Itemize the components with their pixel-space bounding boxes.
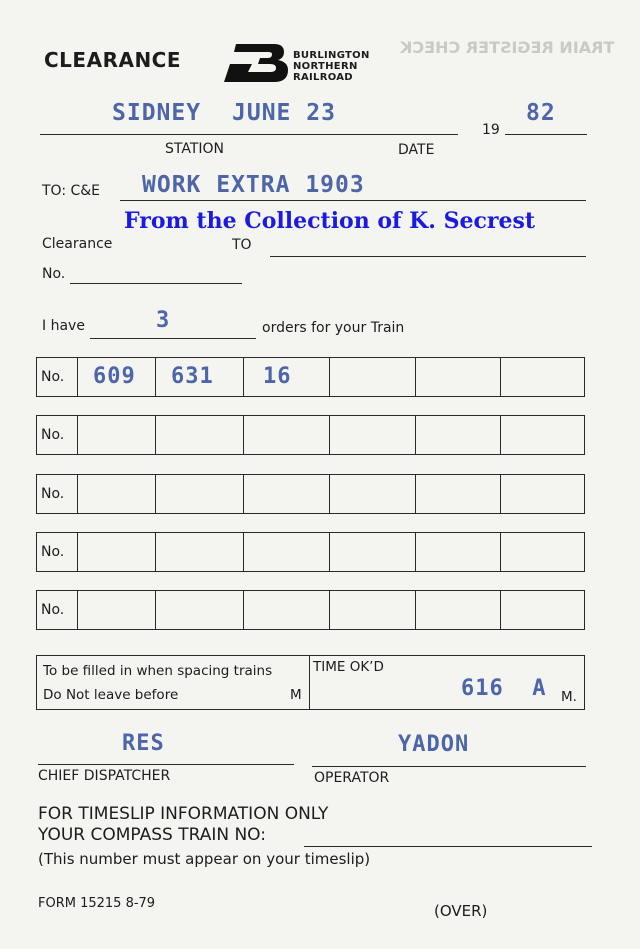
spacing-time-box bbox=[36, 655, 585, 710]
order-cell-divider bbox=[155, 416, 156, 454]
company-name bbox=[293, 50, 370, 83]
order-cell-divider bbox=[415, 475, 416, 513]
order-row-label: No. bbox=[41, 427, 65, 443]
order-cell-divider bbox=[243, 591, 244, 629]
spacing-box-divider bbox=[309, 656, 310, 709]
to-value: WORK EXTRA 1903 bbox=[142, 172, 365, 198]
year-underline bbox=[505, 134, 587, 135]
order-cell-divider bbox=[243, 475, 244, 513]
order-row-label: No. bbox=[41, 369, 65, 385]
order-cell-divider bbox=[243, 358, 244, 396]
order-cell-divider bbox=[77, 358, 78, 396]
order-row bbox=[36, 590, 585, 630]
order-cell-divider bbox=[329, 591, 330, 629]
bn-logo bbox=[222, 42, 290, 84]
order-row bbox=[36, 357, 585, 397]
order-cell-divider bbox=[243, 533, 244, 571]
order-number: 16 bbox=[263, 364, 292, 389]
clearance-to-underline bbox=[270, 256, 586, 257]
order-cell-divider bbox=[415, 358, 416, 396]
year-prefix: 19 bbox=[482, 122, 500, 138]
to-underline bbox=[120, 200, 586, 201]
order-cell-divider bbox=[500, 358, 501, 396]
reverse-side-show-through: TRAIN REGISTER CHECK bbox=[400, 38, 615, 57]
form-title: CLEARANCE bbox=[44, 48, 182, 72]
order-cell-divider bbox=[77, 475, 78, 513]
bn-logo-mark-icon bbox=[222, 42, 290, 84]
clearance-no-underline bbox=[70, 283, 242, 284]
spacing-line1: To be filled in when spacing trains bbox=[43, 663, 273, 679]
order-cell-divider bbox=[77, 416, 78, 454]
order-cell-divider bbox=[243, 416, 244, 454]
clearance-label: Clearance bbox=[42, 236, 113, 252]
order-cell-divider bbox=[329, 416, 330, 454]
company-line-2: NORTHERN bbox=[293, 61, 358, 72]
station-date-underline bbox=[40, 134, 458, 135]
form-number: FORM 15215 8-79 bbox=[38, 896, 156, 911]
order-row bbox=[36, 415, 585, 455]
order-row bbox=[36, 474, 585, 514]
order-cell-divider bbox=[415, 416, 416, 454]
order-cell-divider bbox=[500, 591, 501, 629]
order-row-label: No. bbox=[41, 602, 65, 618]
over-label: (OVER) bbox=[434, 902, 488, 920]
clearance-no-label: No. bbox=[42, 266, 66, 282]
order-cell-divider bbox=[329, 358, 330, 396]
year-value: 82 bbox=[526, 100, 556, 126]
orders-prefix: I have bbox=[42, 318, 85, 334]
timeslip-line2: YOUR COMPASS TRAIN NO: bbox=[38, 825, 266, 845]
orders-count-underline bbox=[90, 338, 256, 339]
collection-watermark: From the Collection of K. Secrest bbox=[124, 208, 536, 234]
timeslip-line3: (This number must appear on your timeslip) bbox=[38, 850, 371, 868]
order-cell-divider bbox=[155, 358, 156, 396]
station-value: SIDNEY bbox=[112, 100, 202, 126]
spacing-m-suffix: M bbox=[290, 687, 302, 703]
operator-underline bbox=[312, 766, 586, 767]
operator-label: OPERATOR bbox=[314, 770, 390, 786]
order-row bbox=[36, 532, 585, 572]
dispatcher-value: RES bbox=[122, 731, 165, 756]
to-label: TO: C&E bbox=[42, 183, 101, 199]
company-line-3: RAILROAD bbox=[293, 72, 353, 83]
dispatcher-label: CHIEF DISPATCHER bbox=[38, 768, 171, 784]
timeslip-line1: FOR TIMESLIP INFORMATION ONLY bbox=[38, 804, 329, 824]
order-cell-divider bbox=[155, 533, 156, 571]
order-cell-divider bbox=[500, 475, 501, 513]
order-cell-divider bbox=[155, 591, 156, 629]
order-number: 609 bbox=[93, 364, 136, 389]
order-cell-divider bbox=[415, 533, 416, 571]
station-label: STATION bbox=[165, 141, 225, 157]
compass-train-underline bbox=[304, 846, 592, 847]
orders-count: 3 bbox=[156, 308, 171, 333]
date-value: JUNE 23 bbox=[232, 100, 336, 126]
order-cell-divider bbox=[77, 533, 78, 571]
order-cell-divider bbox=[415, 591, 416, 629]
order-cell-divider bbox=[500, 416, 501, 454]
order-cell-divider bbox=[329, 475, 330, 513]
order-row-label: No. bbox=[41, 544, 65, 560]
order-row-label: No. bbox=[41, 486, 65, 502]
dispatcher-underline bbox=[38, 764, 294, 765]
clearance-to-label: TO bbox=[232, 237, 252, 253]
order-cell-divider bbox=[329, 533, 330, 571]
order-cell-divider bbox=[155, 475, 156, 513]
time-okd-suffix: M. bbox=[561, 689, 577, 705]
date-label: DATE bbox=[398, 142, 435, 158]
time-okd-label: TIME OK’D bbox=[313, 659, 384, 675]
time-okd-value: 616 A bbox=[461, 676, 547, 701]
spacing-line2: Do Not leave before bbox=[43, 687, 179, 703]
company-line-1: BURLINGTON bbox=[293, 50, 370, 61]
order-number: 631 bbox=[171, 364, 214, 389]
orders-suffix: orders for your Train bbox=[262, 320, 405, 336]
order-cell-divider bbox=[500, 533, 501, 571]
operator-value: YADON bbox=[398, 732, 470, 757]
order-cell-divider bbox=[77, 591, 78, 629]
